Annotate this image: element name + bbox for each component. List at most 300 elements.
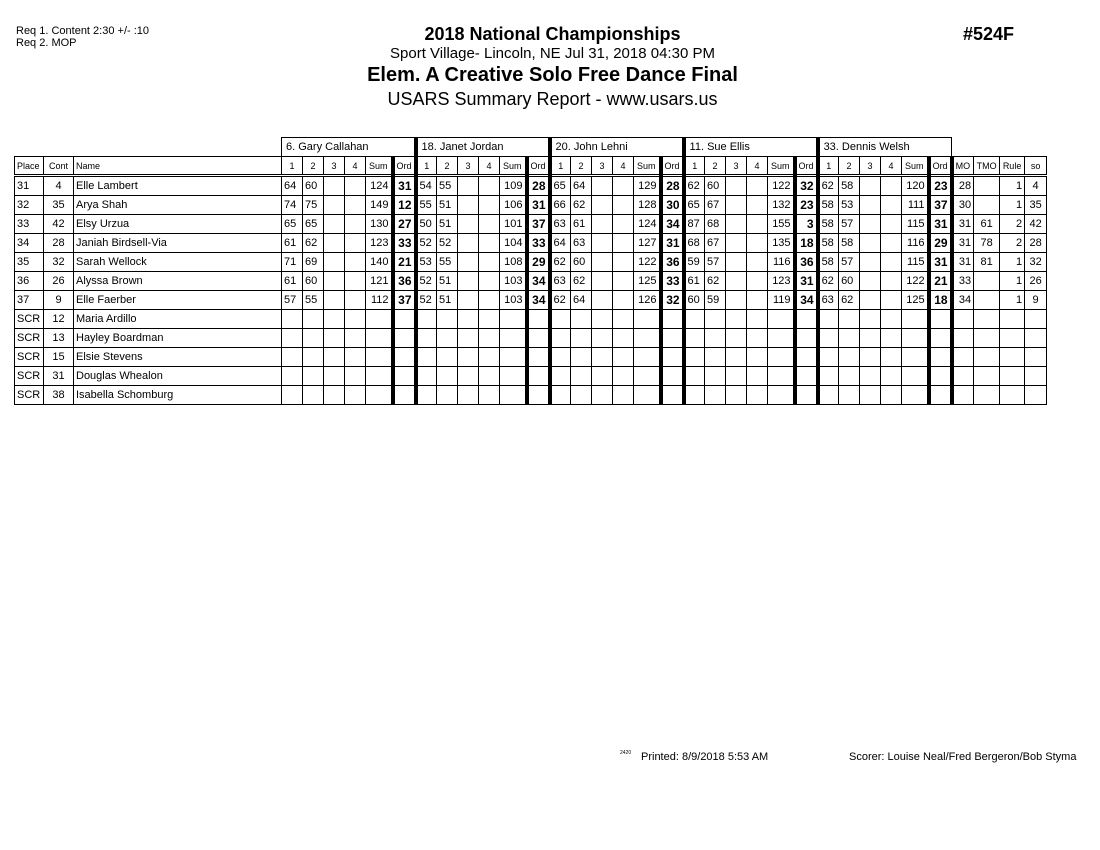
place-cell: SCR xyxy=(15,329,44,348)
judge-score-cell xyxy=(324,176,345,196)
skater-name-cell: Hayley Boardman xyxy=(74,329,282,348)
judge-score-cell xyxy=(571,310,592,329)
judge-score-cell xyxy=(613,291,634,310)
judge-score-cell xyxy=(345,329,366,348)
so-cell: 35 xyxy=(1025,196,1047,215)
judge-ordinal-cell: 36 xyxy=(795,253,818,272)
judge-score-cell xyxy=(747,215,768,234)
judge-score-cell xyxy=(479,253,500,272)
judge-score-cell: 58 xyxy=(839,234,860,253)
judge-score-cell: 58 xyxy=(818,253,839,272)
judge-score-cell xyxy=(479,234,500,253)
col-header-judge-1: 1 xyxy=(282,157,303,176)
judge-name: 33. Dennis Welsh xyxy=(818,138,952,157)
judge-score-cell xyxy=(613,234,634,253)
judge-score-cell: 68 xyxy=(684,234,705,253)
table-row xyxy=(15,310,1047,329)
skater-name-cell: Arya Shah xyxy=(74,196,282,215)
judge-score-cell: 62 xyxy=(705,272,726,291)
judge-score-cell xyxy=(860,176,881,196)
scorer-names: Scorer: Louise Neal/Fred Bergeron/Bob Styma xyxy=(849,751,1077,763)
judge-score-cell xyxy=(282,329,303,348)
judge-score-cell xyxy=(592,367,613,386)
rule-cell: 1 xyxy=(1000,253,1025,272)
judge-score-cell xyxy=(437,386,458,405)
judge-sum-cell: 122 xyxy=(634,253,661,272)
judge-score-cell xyxy=(726,253,747,272)
judge-score-cell xyxy=(726,196,747,215)
judge-score-cell xyxy=(747,196,768,215)
judge-score-cell xyxy=(303,386,324,405)
judge-score-cell xyxy=(282,310,303,329)
rule-cell xyxy=(1000,348,1025,367)
judge-score-cell xyxy=(684,367,705,386)
col-header-judge-ord: Ord xyxy=(929,157,952,176)
judge-score-cell xyxy=(818,348,839,367)
judge-score-cell xyxy=(324,272,345,291)
table-row xyxy=(15,367,1047,386)
judge-sum-cell: 140 xyxy=(366,253,393,272)
judge-score-cell xyxy=(839,348,860,367)
skater-name-cell: Alyssa Brown xyxy=(74,272,282,291)
judge-score-cell xyxy=(726,348,747,367)
judge-sum-cell: 126 xyxy=(634,291,661,310)
judge-score-cell xyxy=(592,253,613,272)
judge-score-cell xyxy=(881,329,902,348)
judge-score-cell: 55 xyxy=(437,253,458,272)
printed-timestamp: Printed: 8/9/2018 5:53 AM xyxy=(641,751,769,763)
judge-score-cell xyxy=(345,234,366,253)
judge-name: 6. Gary Callahan xyxy=(282,138,416,157)
judge-score-cell xyxy=(860,196,881,215)
judge-score-cell xyxy=(324,348,345,367)
judge-score-cell: 71 xyxy=(282,253,303,272)
judge-score-cell xyxy=(684,348,705,367)
judge-score-cell: 57 xyxy=(705,253,726,272)
judge-sum-cell: 127 xyxy=(634,234,661,253)
judge-ordinal-cell: 12 xyxy=(393,196,416,215)
place-cell: 36 xyxy=(15,272,44,291)
judge-sum-cell: 135 xyxy=(768,234,795,253)
judge-sum-cell: 124 xyxy=(634,215,661,234)
judge-ordinal-cell xyxy=(929,329,952,348)
skater-name-cell: Janiah Birdsell-Via xyxy=(74,234,282,253)
judge-score-cell xyxy=(416,367,437,386)
col-header-so: so xyxy=(1025,157,1047,176)
judge-score-cell xyxy=(479,348,500,367)
judge-score-cell xyxy=(684,329,705,348)
col-header-judge-sum: Sum xyxy=(768,157,795,176)
col-header-judge-1: 1 xyxy=(550,157,571,176)
judge-ordinal-cell xyxy=(393,310,416,329)
judge-sum-cell xyxy=(768,386,795,405)
skater-name-cell: Sarah Wellock xyxy=(74,253,282,272)
tmo-cell xyxy=(974,386,1000,405)
judge-ordinal-cell xyxy=(795,310,818,329)
judge-score-cell xyxy=(458,176,479,196)
judge-score-cell: 52 xyxy=(437,234,458,253)
judge-score-cell xyxy=(860,215,881,234)
so-cell xyxy=(1025,386,1047,405)
judge-score-cell: 53 xyxy=(839,196,860,215)
judge-score-cell: 61 xyxy=(282,272,303,291)
judge-score-cell xyxy=(571,367,592,386)
judge-sum-cell xyxy=(500,310,527,329)
judge-score-cell: 53 xyxy=(416,253,437,272)
judge-sum-cell xyxy=(902,310,929,329)
judge-score-cell xyxy=(416,348,437,367)
judge-score-cell xyxy=(705,310,726,329)
judge-ordinal-cell xyxy=(795,386,818,405)
judge-score-cell: 52 xyxy=(416,234,437,253)
col-header-judge-2: 2 xyxy=(437,157,458,176)
judge-ordinal-cell xyxy=(393,329,416,348)
judge-score-cell xyxy=(345,272,366,291)
so-cell: 26 xyxy=(1025,272,1047,291)
judge-score-cell xyxy=(726,386,747,405)
judge-score-cell xyxy=(571,329,592,348)
judge-sum-cell xyxy=(634,386,661,405)
judge-ordinal-cell: 36 xyxy=(661,253,684,272)
judge-score-cell xyxy=(479,272,500,291)
judge-ordinal-cell xyxy=(929,367,952,386)
judge-score-cell: 57 xyxy=(282,291,303,310)
judge-score-cell xyxy=(479,386,500,405)
rule-cell: 1 xyxy=(1000,272,1025,291)
judge-score-cell xyxy=(592,215,613,234)
place-cell: 31 xyxy=(15,176,44,196)
judge-sum-cell: 123 xyxy=(366,234,393,253)
judge-score-cell xyxy=(458,196,479,215)
judge-score-cell xyxy=(458,272,479,291)
judge-ordinal-cell: 33 xyxy=(661,272,684,291)
judge-ordinal-cell xyxy=(393,367,416,386)
rule-cell xyxy=(1000,329,1025,348)
judge-ordinal-cell: 33 xyxy=(527,234,550,253)
judge-ordinal-cell: 36 xyxy=(393,272,416,291)
judge-score-cell xyxy=(592,310,613,329)
judge-score-cell: 68 xyxy=(705,215,726,234)
mo-cell xyxy=(952,367,974,386)
col-header-judge-2: 2 xyxy=(705,157,726,176)
judge-score-cell xyxy=(726,272,747,291)
so-cell: 28 xyxy=(1025,234,1047,253)
col-header-judge-4: 4 xyxy=(881,157,902,176)
judge-score-cell xyxy=(747,367,768,386)
judge-score-cell xyxy=(881,176,902,196)
mo-cell: 34 xyxy=(952,291,974,310)
judge-sum-cell: 128 xyxy=(634,196,661,215)
judge-score-cell xyxy=(881,386,902,405)
judge-score-cell xyxy=(705,367,726,386)
judge-ordinal-cell: 37 xyxy=(929,196,952,215)
judge-score-cell xyxy=(345,386,366,405)
skater-name-cell: Isabella Schomburg xyxy=(74,386,282,405)
col-header-judge-2: 2 xyxy=(839,157,860,176)
judge-ordinal-cell: 18 xyxy=(795,234,818,253)
requirement-2: Req 2. MOP xyxy=(16,37,77,49)
judge-score-cell xyxy=(881,234,902,253)
judge-ordinal-cell: 31 xyxy=(661,234,684,253)
judge-score-cell xyxy=(345,253,366,272)
col-header-judge-3: 3 xyxy=(592,157,613,176)
so-cell xyxy=(1025,367,1047,386)
col-header-judge-ord: Ord xyxy=(527,157,550,176)
judge-name: 11. Sue Ellis xyxy=(684,138,818,157)
judge-score-cell xyxy=(592,386,613,405)
so-cell: 9 xyxy=(1025,291,1047,310)
judge-sum-cell: 116 xyxy=(902,234,929,253)
judge-score-cell xyxy=(282,367,303,386)
judge-sum-cell xyxy=(500,386,527,405)
so-cell xyxy=(1025,348,1047,367)
mo-cell: 30 xyxy=(952,196,974,215)
judge-score-cell: 55 xyxy=(437,176,458,196)
judge-ordinal-cell: 28 xyxy=(527,176,550,196)
judge-score-cell: 62 xyxy=(303,234,324,253)
rule-cell: 1 xyxy=(1000,196,1025,215)
judge-sum-cell: 103 xyxy=(500,291,527,310)
col-header-judge-1: 1 xyxy=(416,157,437,176)
judge-name: 20. John Lehni xyxy=(550,138,684,157)
judge-score-cell xyxy=(550,386,571,405)
judge-score-cell xyxy=(818,310,839,329)
judge-score-cell xyxy=(479,329,500,348)
mo-cell xyxy=(952,386,974,405)
place-cell: SCR xyxy=(15,367,44,386)
judge-score-cell: 62 xyxy=(571,272,592,291)
judge-ordinal-cell: 21 xyxy=(393,253,416,272)
judge-score-cell xyxy=(324,215,345,234)
judge-ordinal-cell: 31 xyxy=(527,196,550,215)
judge-score-cell xyxy=(571,386,592,405)
judge-ordinal-cell xyxy=(527,348,550,367)
judge-score-cell: 62 xyxy=(818,176,839,196)
judge-score-cell xyxy=(613,329,634,348)
judge-ordinal-cell xyxy=(661,386,684,405)
judge-score-cell: 58 xyxy=(818,196,839,215)
judge-ordinal-cell: 30 xyxy=(661,196,684,215)
rule-cell xyxy=(1000,310,1025,329)
tmo-cell xyxy=(974,176,1000,196)
judge-score-cell: 52 xyxy=(416,291,437,310)
col-header-judge-3: 3 xyxy=(726,157,747,176)
judge-sum-cell xyxy=(902,329,929,348)
col-header-judge-3: 3 xyxy=(458,157,479,176)
skater-name-cell: Elsy Urzua xyxy=(74,215,282,234)
judge-score-cell xyxy=(613,386,634,405)
judge-sum-cell xyxy=(366,367,393,386)
place-cell: 35 xyxy=(15,253,44,272)
judge-score-cell xyxy=(479,176,500,196)
event-number: #524F xyxy=(963,24,1015,44)
blank-spacer xyxy=(952,138,1047,157)
skater-name-cell: Elsie Stevens xyxy=(74,348,282,367)
report-code: 2420 xyxy=(620,750,632,756)
judge-score-cell xyxy=(550,329,571,348)
judge-ordinal-cell xyxy=(929,310,952,329)
judge-ordinal-cell: 33 xyxy=(393,234,416,253)
judge-score-cell xyxy=(747,329,768,348)
contestant-number-cell: 32 xyxy=(44,253,74,272)
contestant-number-cell: 12 xyxy=(44,310,74,329)
judge-score-cell xyxy=(613,196,634,215)
table-row xyxy=(15,176,1047,196)
judge-sum-cell: 155 xyxy=(768,215,795,234)
place-cell: SCR xyxy=(15,310,44,329)
col-header-judge-sum: Sum xyxy=(500,157,527,176)
judge-score-cell xyxy=(324,291,345,310)
judge-sum-cell xyxy=(768,329,795,348)
judge-score-cell xyxy=(479,367,500,386)
event-title: Elem. A Creative Solo Free Dance Final xyxy=(367,64,738,86)
judge-score-cell xyxy=(613,310,634,329)
judge-score-cell xyxy=(726,310,747,329)
judge-score-cell: 51 xyxy=(437,291,458,310)
col-header-judge-3: 3 xyxy=(860,157,881,176)
judge-score-cell: 58 xyxy=(818,215,839,234)
judge-score-cell xyxy=(345,348,366,367)
contestant-number-cell: 31 xyxy=(44,367,74,386)
judge-score-cell xyxy=(458,291,479,310)
judge-sum-cell: 103 xyxy=(500,272,527,291)
col-header-judge-sum: Sum xyxy=(902,157,929,176)
judge-sum-cell: 109 xyxy=(500,176,527,196)
judge-score-cell xyxy=(860,386,881,405)
table-row xyxy=(15,272,1047,291)
judge-sum-cell xyxy=(768,348,795,367)
judge-ordinal-cell: 29 xyxy=(527,253,550,272)
contestant-number-cell: 15 xyxy=(44,348,74,367)
table-row xyxy=(15,386,1047,405)
judge-ordinal-cell xyxy=(527,329,550,348)
judge-score-cell: 62 xyxy=(684,176,705,196)
contestant-number-cell: 38 xyxy=(44,386,74,405)
judge-score-cell xyxy=(458,329,479,348)
rule-cell xyxy=(1000,367,1025,386)
judge-score-cell xyxy=(550,348,571,367)
judge-sum-cell xyxy=(500,329,527,348)
judge-sum-cell: 125 xyxy=(634,272,661,291)
mo-cell: 31 xyxy=(952,234,974,253)
judge-score-cell: 65 xyxy=(684,196,705,215)
judge-ordinal-cell xyxy=(527,386,550,405)
rule-cell xyxy=(1000,386,1025,405)
table-row xyxy=(15,291,1047,310)
place-cell: 32 xyxy=(15,196,44,215)
judge-score-cell: 63 xyxy=(571,234,592,253)
judge-ordinal-cell xyxy=(527,310,550,329)
judge-score-cell xyxy=(303,348,324,367)
judge-sum-cell xyxy=(500,367,527,386)
judge-score-cell: 62 xyxy=(571,196,592,215)
judge-score-cell xyxy=(613,348,634,367)
results-table xyxy=(14,137,1047,405)
contestant-number-cell: 4 xyxy=(44,176,74,196)
judge-score-cell xyxy=(818,386,839,405)
judge-score-cell: 62 xyxy=(818,272,839,291)
judge-score-cell xyxy=(437,310,458,329)
judge-ordinal-cell: 27 xyxy=(393,215,416,234)
judge-score-cell xyxy=(613,215,634,234)
judge-sum-cell xyxy=(634,310,661,329)
judge-score-cell xyxy=(839,367,860,386)
judge-score-cell xyxy=(881,215,902,234)
judge-sum-cell xyxy=(768,367,795,386)
judge-score-cell xyxy=(458,367,479,386)
judge-score-cell xyxy=(437,367,458,386)
judge-score-cell xyxy=(705,386,726,405)
venue-datetime: Sport Village- Lincoln, NE Jul 31, 2018 04:30 PM xyxy=(390,45,715,62)
judge-ordinal-cell xyxy=(661,367,684,386)
judge-ordinal-cell: 32 xyxy=(661,291,684,310)
judge-score-cell: 57 xyxy=(839,253,860,272)
judge-score-cell xyxy=(747,386,768,405)
judge-score-cell xyxy=(726,176,747,196)
judge-ordinal-cell: 32 xyxy=(795,176,818,196)
judge-score-cell xyxy=(613,272,634,291)
judge-score-cell xyxy=(479,291,500,310)
column-header-row xyxy=(15,157,1047,176)
judge-score-cell: 55 xyxy=(303,291,324,310)
place-cell: 33 xyxy=(15,215,44,234)
judge-ordinal-cell xyxy=(393,386,416,405)
judge-sum-cell: 120 xyxy=(902,176,929,196)
judge-sum-cell: 124 xyxy=(366,176,393,196)
judge-score-cell: 61 xyxy=(282,234,303,253)
judge-ordinal-cell xyxy=(929,386,952,405)
judge-sum-cell xyxy=(366,329,393,348)
judge-sum-cell: 123 xyxy=(768,272,795,291)
col-header-judge-4: 4 xyxy=(747,157,768,176)
report-title: USARS Summary Report - www.usars.us xyxy=(387,89,718,109)
judge-score-cell xyxy=(303,329,324,348)
tmo-cell xyxy=(974,272,1000,291)
mo-cell: 31 xyxy=(952,215,974,234)
judge-score-cell xyxy=(747,310,768,329)
col-header-judge-ord: Ord xyxy=(393,157,416,176)
judge-score-cell xyxy=(881,310,902,329)
table-row xyxy=(15,196,1047,215)
judge-ordinal-cell xyxy=(661,329,684,348)
so-cell: 42 xyxy=(1025,215,1047,234)
judge-score-cell xyxy=(324,329,345,348)
col-header-place: Place xyxy=(15,157,44,176)
tmo-cell: 81 xyxy=(974,253,1000,272)
judge-score-cell xyxy=(726,215,747,234)
tmo-cell xyxy=(974,348,1000,367)
judge-score-cell xyxy=(345,310,366,329)
judge-sum-cell: 115 xyxy=(902,253,929,272)
judge-sum-cell xyxy=(366,310,393,329)
judge-score-cell xyxy=(345,176,366,196)
judge-sum-cell xyxy=(366,386,393,405)
judge-score-cell: 87 xyxy=(684,215,705,234)
table-row xyxy=(15,215,1047,234)
judge-ordinal-cell xyxy=(929,348,952,367)
judge-score-cell: 58 xyxy=(818,234,839,253)
judge-score-cell xyxy=(705,348,726,367)
blank-spacer xyxy=(15,138,282,157)
judge-sum-cell: 101 xyxy=(500,215,527,234)
judge-score-cell xyxy=(345,367,366,386)
judge-ordinal-cell: 31 xyxy=(795,272,818,291)
judge-sum-cell xyxy=(366,348,393,367)
judge-ordinal-cell: 31 xyxy=(929,215,952,234)
tmo-cell xyxy=(974,291,1000,310)
judge-score-cell: 62 xyxy=(550,253,571,272)
judge-score-cell: 58 xyxy=(839,176,860,196)
